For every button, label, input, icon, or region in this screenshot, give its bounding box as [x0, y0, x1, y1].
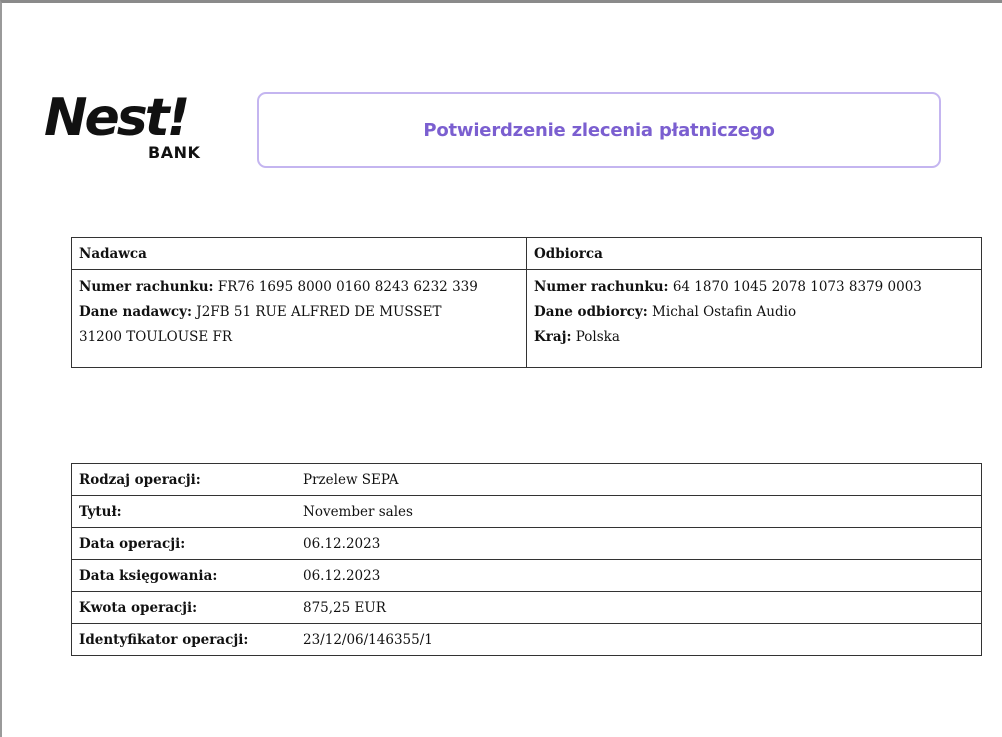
detail-value: 06.12.2023 — [296, 528, 982, 560]
recipient-header: Odbiorca — [527, 238, 982, 270]
detail-row-operation-id — [72, 624, 982, 656]
document-title: Potwierdzenie zlecenia płatniczego — [423, 119, 775, 141]
logo-bank-label: BANK — [148, 143, 201, 162]
nest-bank-logo — [44, 88, 214, 164]
recipient-country-label: Kraj: — [534, 329, 572, 345]
recipient-country-value: Polska — [575, 329, 620, 345]
parties-header-row — [72, 238, 982, 270]
parties-body-row — [72, 270, 982, 368]
detail-row-title — [72, 496, 982, 528]
detail-row-operation-date — [72, 528, 982, 560]
detail-label: Identyfikator operacji: — [72, 624, 297, 656]
logo-wordmark: Nest! — [44, 88, 188, 148]
recipient-data-value: Michal Ostafin Audio — [652, 304, 797, 320]
detail-label: Data księgowania: — [72, 560, 297, 592]
detail-value: 06.12.2023 — [296, 560, 982, 592]
sender-account-value: FR76 1695 8000 0160 8243 6232 339 — [217, 279, 478, 295]
detail-label: Kwota operacji: — [72, 592, 297, 624]
recipient-data-label: Dane odbiorcy: — [534, 304, 648, 320]
sender-account-label: Numer rachunku: — [79, 279, 214, 295]
recipient-account-label: Numer rachunku: — [534, 279, 669, 295]
detail-row-operation-type — [72, 464, 982, 496]
sender-address-line — [79, 325, 519, 350]
detail-row-amount — [72, 592, 982, 624]
sender-data-label: Dane nadawcy: — [79, 304, 192, 320]
document-title-box — [257, 92, 941, 168]
sender-details — [72, 270, 527, 368]
detail-value: November sales — [296, 496, 982, 528]
sender-address-value: 31200 TOULOUSE FR — [79, 329, 233, 345]
recipient-data-line — [534, 300, 974, 325]
detail-value: 875,25 EUR — [296, 592, 982, 624]
parties-table — [71, 237, 982, 368]
recipient-country-line — [534, 325, 974, 350]
sender-data-value: J2FB 51 RUE ALFRED DE MUSSET — [196, 304, 442, 320]
recipient-account-line — [534, 275, 974, 300]
detail-label: Tytuł: — [72, 496, 297, 528]
detail-row-booking-date — [72, 560, 982, 592]
sender-header: Nadawca — [72, 238, 527, 270]
detail-label: Rodzaj operacji: — [72, 464, 297, 496]
operation-details-table — [71, 463, 982, 656]
recipient-account-value: 64 1870 1045 2078 1073 8379 0003 — [672, 279, 922, 295]
sender-account-line — [79, 275, 519, 300]
sender-data-line — [79, 300, 519, 325]
detail-label: Data operacji: — [72, 528, 297, 560]
recipient-details — [527, 270, 982, 368]
detail-value: 23/12/06/146355/1 — [296, 624, 982, 656]
detail-value: Przelew SEPA — [296, 464, 982, 496]
